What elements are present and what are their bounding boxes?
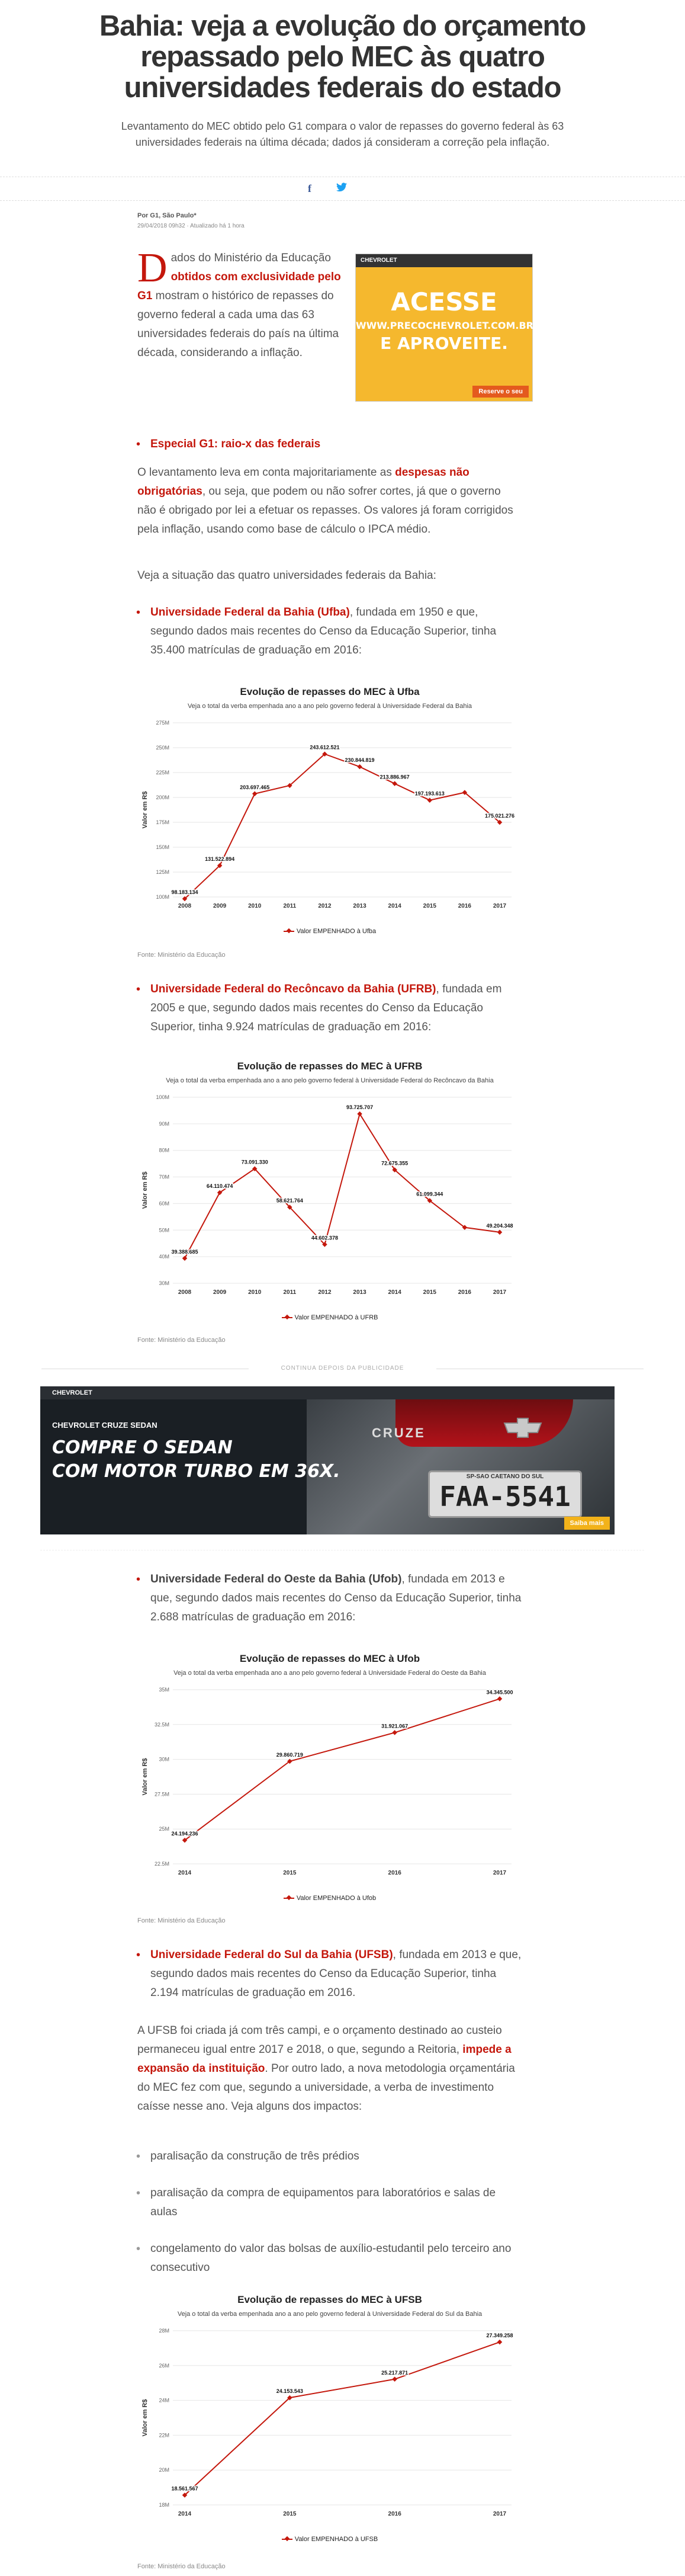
data-label: 31.921.067 (381, 1723, 409, 1729)
article-title: Bahia: veja a evolução do orçamento repassado pelo MEC às quatro universidades federais do estado (99, 10, 586, 104)
chevrolet-ad[interactable] (355, 254, 533, 402)
legend-marker-icon (284, 1898, 294, 1899)
chart-plot (137, 715, 522, 916)
data-label: 44.602.378 (311, 1235, 338, 1241)
bullet-icon: • (136, 2187, 141, 2200)
chart-ufob (137, 1648, 522, 1909)
y-tick-label: 27.5M (154, 1791, 169, 1798)
y-tick-label: 30M (159, 1756, 169, 1763)
x-tick-label: 2015 (283, 2511, 297, 2517)
x-tick-label: 2015 (283, 1870, 297, 1876)
data-point (497, 1696, 502, 1701)
x-tick-label: 2012 (318, 1289, 332, 1296)
chart-legend (137, 1314, 522, 1321)
chart-subtitle: Veja o total da verba empenhada ano a ano pelo governo federal à Universidade Federal da Bahia (187, 703, 472, 710)
ad-headline: ACESSE (391, 287, 497, 316)
y-tick-label: 18M (159, 2502, 169, 2508)
data-label: 230.844.819 (345, 757, 375, 764)
bullet-icon: • (136, 983, 141, 996)
source-note: Fonte: Ministério da Educação (137, 1917, 226, 1924)
data-label: 203.697.465 (240, 784, 270, 790)
y-axis-label: Valor em R$ (141, 1758, 149, 1796)
data-point (497, 1230, 502, 1235)
chart-ufrb (137, 1056, 522, 1328)
data-label: 98.183.134 (171, 889, 198, 896)
y-tick-label: 90M (159, 1120, 169, 1127)
x-tick-label: 2017 (493, 2511, 507, 2517)
data-label: 24.194.236 (171, 1831, 198, 1837)
source-note: Fonte: Ministério da Educação (137, 951, 226, 959)
exclusive-link[interactable]: obtidos com exclusividade pelo G1 (137, 271, 341, 302)
despesas-link[interactable]: despesas não obrigatórias (137, 466, 469, 498)
intro-paragraph (137, 245, 345, 363)
chart-legend (137, 1895, 522, 1902)
ufob-label: Universidade Federal do Oeste da Bahia (Ufob) (150, 1573, 402, 1585)
legend-label: Valor EMPENHADO à UFRB (294, 1314, 378, 1321)
list-item-text: , fundada em 1950 e que, segundo dados mais recentes do Censo da Educação Superior, tinha 35.400 matrículas de graduação em 2016: (150, 606, 497, 656)
data-label: 131.522.894 (205, 856, 235, 863)
x-tick-label: 2016 (388, 2511, 401, 2517)
y-tick-label: 175M (156, 819, 169, 825)
chart-title: Evolução de repasses do MEC à Ufba (240, 686, 420, 697)
list-item (136, 2184, 523, 2222)
x-tick-label: 2014 (178, 1870, 192, 1876)
ufsb-link[interactable]: Universidade Federal do Sul da Bahia (UFSB) (150, 1949, 393, 1961)
chart-plot (137, 1681, 522, 1883)
x-tick-label: 2010 (248, 1289, 262, 1296)
x-tick-label: 2008 (178, 1289, 192, 1296)
x-tick-label: 2017 (493, 1289, 507, 1296)
x-tick-label: 2010 (248, 903, 262, 909)
y-tick-label: 275M (156, 720, 169, 726)
source-note: Fonte: Ministério da Educação (137, 1337, 226, 1344)
paragraph-text: O levantamento leva em conta majoritariamente as (137, 466, 395, 479)
chart-plot (137, 1089, 522, 1302)
x-tick-label: 2016 (458, 903, 472, 909)
y-tick-label: 32.5M (154, 1721, 169, 1728)
data-point (392, 1730, 397, 1735)
paragraph-text: , ou seja, que podem ou não sofrer cortes, já que o governo não é obrigado por lei a efetuar os repasses. Os valores já foram corrigidos pela inflação, usando como base de cálculo o IPCA médio. (137, 485, 513, 536)
chart-subtitle: Veja o total da verba empenhada ano a ano pelo governo federal à Universidade Federal do Recôncavo da Bahia (166, 1077, 494, 1084)
list-item-text: , fundada em 2013 e que, segundo dados mais recentes do Censo da Educação Superior, tinha 2.688 matrículas de graduação em 2016: (150, 1573, 522, 1623)
data-point (392, 781, 397, 786)
ufba-link[interactable]: Universidade Federal da Bahia (Ufba) (150, 606, 350, 619)
data-label: 175.021.276 (484, 812, 515, 819)
list-item (136, 435, 600, 454)
data-point (392, 2377, 397, 2382)
x-tick-label: 2009 (213, 903, 227, 909)
paragraph (137, 463, 522, 539)
byline: Por G1, São Paulo* (137, 212, 197, 219)
paragraph (137, 2021, 522, 2116)
y-tick-label: 80M (159, 1147, 169, 1154)
ad-brand: CHEVROLET (356, 254, 532, 267)
y-tick-label: 30M (159, 1280, 169, 1286)
list-item (136, 2239, 523, 2277)
ad-separator-label: CONTINUA DEPOIS DA PUBLICIDADE (41, 1365, 644, 1372)
legend-label: Valor EMPENHADO à Ufob (296, 1895, 377, 1902)
bullet-icon: • (136, 606, 141, 619)
banner-headline-line: COMPRE O SEDAN (52, 1437, 233, 1458)
y-tick-label: 100M (156, 894, 169, 900)
x-tick-label: 2011 (283, 903, 297, 909)
intro-text: ados do Ministério da Educação (171, 252, 331, 264)
y-tick-label: 225M (156, 770, 169, 776)
divider (0, 200, 685, 201)
series-line (185, 754, 500, 899)
dateline: 29/04/2018 09h32 · Atualizado há 1 hora (137, 223, 245, 229)
x-tick-label: 2015 (423, 903, 436, 909)
y-tick-label: 70M (159, 1174, 169, 1180)
x-tick-label: 2008 (178, 903, 192, 909)
list-item-text: congelamento do valor das bolsas de auxílio-estudantil pelo terceiro ano consecutivo (150, 2242, 512, 2274)
list-item (136, 980, 523, 1037)
y-tick-label: 22M (159, 2432, 169, 2439)
paragraph: Veja a situação das quatro universidades federais da Bahia: (137, 569, 436, 582)
x-tick-label: 2014 (178, 2511, 192, 2517)
series-line (185, 2342, 500, 2495)
banner-headline-line: COM MOTOR TURBO EM 36X. (52, 1461, 340, 1482)
data-label: 34.345.500 (486, 1689, 513, 1696)
x-tick-label: 2017 (493, 903, 507, 909)
y-tick-label: 35M (159, 1687, 169, 1693)
list-item-text: paralisação da compra de equipamentos para laboratórios e salas de aulas (150, 2187, 496, 2218)
y-tick-label: 50M (159, 1227, 169, 1233)
twitter-share-icon[interactable] (336, 182, 347, 195)
y-tick-label: 150M (156, 844, 169, 850)
plate-number: FAA-5541 (439, 1481, 571, 1513)
x-tick-label: 2012 (318, 903, 332, 909)
chart-ufsb (137, 2289, 522, 2550)
chart-legend (137, 2536, 522, 2543)
data-label: 29.860.719 (276, 1751, 303, 1758)
drop-cap: D (137, 245, 168, 291)
legend-label: Valor EMPENHADO à UFSB (294, 2536, 378, 2543)
y-axis-label: Valor em R$ (141, 791, 149, 829)
data-label: 93.725.707 (346, 1104, 374, 1111)
data-label: 24.153.543 (276, 2388, 303, 2395)
legend-marker-icon (282, 2539, 292, 2540)
x-tick-label: 2014 (388, 903, 401, 909)
y-tick-label: 26M (159, 2362, 169, 2369)
article-subtitle: Levantamento do MEC obtido pelo G1 compara o valor de repasses do governo federal às 63 universidades federais na última década; dados já consideram a correção pela inflação. (121, 120, 564, 148)
legend-label: Valor EMPENHADO à Ufba (296, 928, 377, 935)
ad-tagline: E APROVEITE. (380, 334, 508, 353)
chart-subtitle: Veja o total da verba empenhada ano a ano pelo governo federal à Universidade Federal do Oeste da Bahia (173, 1670, 486, 1677)
chart-title: Evolução de repasses do MEC à UFSB (237, 2294, 422, 2305)
banner-model: CHEVROLET CRUZE SEDAN (52, 1421, 157, 1430)
chevrolet-logo-icon (502, 1417, 544, 1438)
bullet-icon: • (136, 1573, 141, 1586)
bullet-icon: • (136, 1949, 141, 1962)
data-point (427, 797, 432, 802)
facebook-share-icon[interactable]: f (308, 182, 311, 194)
x-tick-label: 2015 (423, 1289, 436, 1296)
banner-brand: CHEVROLET (40, 1386, 615, 1399)
y-tick-label: 25M (159, 1826, 169, 1832)
y-axis-label: Valor em R$ (141, 2399, 149, 2437)
data-label: 39.388.685 (171, 1248, 198, 1255)
series-line (185, 1699, 500, 1840)
y-tick-label: 250M (156, 745, 169, 751)
banner-headline (52, 1436, 340, 1484)
ad-url: WWW.PRECOCHEVROLET.COM.BR (356, 320, 533, 331)
paragraph-text: . Por outro lado, a nova metodologia orçamentária do MEC fez com que, segundo a universidade, a verba de investimento caísse nesse ano. Veja alguns dos impactos: (137, 2062, 515, 2113)
y-tick-label: 28M (159, 2328, 169, 2334)
car-image (307, 1399, 615, 1534)
data-label: 73.091.330 (241, 1159, 268, 1165)
chart-legend (137, 928, 522, 935)
list-item (136, 1570, 523, 1627)
list-item (136, 2147, 523, 2166)
x-tick-label: 2011 (283, 1289, 297, 1296)
data-label: 213.886.967 (380, 774, 410, 780)
intro-text: mostram o histórico de repasses do governo federal a cada uma das 63 universidades federais do país na última década, considerando a inflação. (137, 290, 339, 359)
source-note: Fonte: Ministério da Educação (137, 2563, 226, 2570)
data-label: 27.349.258 (486, 2333, 513, 2339)
y-tick-label: 20M (159, 2467, 169, 2474)
expansion-link[interactable]: impede a expansão da instituição (137, 2043, 512, 2075)
y-tick-label: 40M (159, 1254, 169, 1260)
x-tick-label: 2013 (353, 1289, 366, 1296)
bullet-icon: • (136, 2150, 141, 2163)
data-label: 61.099.344 (416, 1191, 443, 1197)
x-tick-label: 2014 (388, 1289, 401, 1296)
y-tick-label: 24M (159, 2397, 169, 2404)
chart-ufba (137, 681, 522, 942)
x-tick-label: 2013 (353, 903, 366, 909)
y-tick-label: 60M (159, 1200, 169, 1207)
list-item-text: , fundada em 2013 e que, segundo dados mais recentes do Censo da Educação Superior, tinha 2.194 matrículas de graduação em 2016. (150, 1949, 522, 1999)
data-label: 243.612.521 (310, 744, 340, 751)
cruze-badge: CRUZE (372, 1425, 426, 1440)
saiba-mais-button[interactable]: Saiba mais (564, 1517, 610, 1530)
x-tick-label: 2016 (458, 1289, 472, 1296)
x-tick-label: 2016 (388, 1870, 401, 1876)
list-item (136, 603, 523, 660)
y-tick-label: 125M (156, 869, 169, 875)
data-point (357, 764, 362, 769)
y-axis-label: Valor em R$ (141, 1171, 149, 1209)
data-point (497, 2340, 502, 2344)
chart-plot (137, 2322, 522, 2524)
data-label: 49.204.348 (486, 1222, 513, 1229)
list-item (136, 1946, 523, 2003)
data-label: 18.561.567 (171, 2485, 198, 2492)
data-label: 58.621.764 (276, 1197, 303, 1204)
y-tick-label: 22.5M (154, 1861, 169, 1867)
data-label: 72.675.355 (381, 1160, 409, 1167)
ad-reserve-button[interactable]: Reserve o seu (472, 386, 529, 398)
plate-region: SP-SAO CAETANO DO SUL (466, 1473, 544, 1480)
y-tick-label: 100M (156, 1094, 169, 1100)
bullet-icon: • (136, 438, 141, 451)
data-label: 64.110.474 (206, 1183, 233, 1189)
paragraph-text: A UFSB foi criada já com três campi, e o orçamento destinado ao custeio permaneceu igual entre 2017 e 2018, o que, segundo a Reitoria, (137, 2024, 502, 2056)
legend-marker-icon (284, 931, 294, 932)
legend-marker-icon (282, 1317, 292, 1318)
special-link[interactable]: Especial G1: raio-x das federais (150, 438, 321, 450)
y-tick-label: 200M (156, 794, 169, 800)
data-label: 197.193.613 (414, 790, 445, 797)
chart-title: Evolução de repasses do MEC à Ufob (239, 1653, 420, 1664)
data-point (252, 792, 257, 796)
x-tick-label: 2017 (493, 1870, 507, 1876)
chevrolet-cruze-banner-ad[interactable] (40, 1386, 615, 1534)
data-label: 25.217.871 (381, 2369, 409, 2376)
ufrb-link[interactable]: Universidade Federal do Recôncavo da Bahia (UFRB) (150, 983, 436, 995)
list-item-text: paralisação da construção de três prédios (150, 2150, 359, 2162)
bullet-icon: • (136, 2242, 141, 2255)
list-item-text: , fundada em 2005 e que, segundo dados mais recentes do Censo da Educação Superior, tinha 9.924 matrículas de graduação em 2016: (150, 983, 502, 1033)
license-plate (428, 1470, 582, 1518)
x-tick-label: 2009 (213, 1289, 227, 1296)
chart-subtitle: Veja o total da verba empenhada ano a ano pelo governo federal à Universidade Federal do Sul da Bahia (177, 2311, 483, 2318)
chart-title: Evolução de repasses do MEC à UFRB (237, 1060, 423, 1072)
